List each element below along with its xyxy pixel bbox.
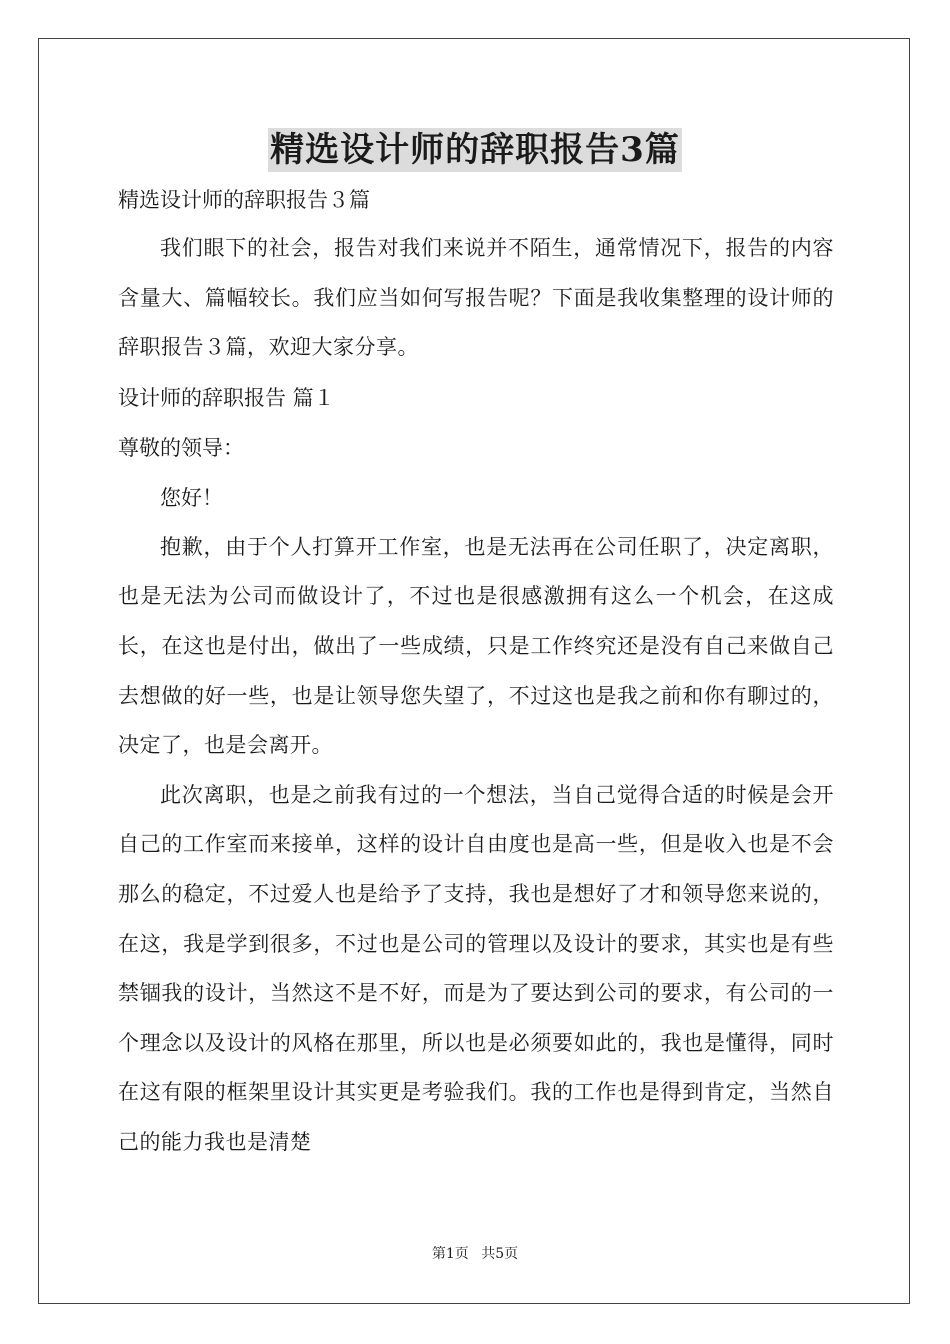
document-title: 精选设计师的辞职报告3篇 [270, 130, 680, 170]
page-footer [0, 1244, 950, 1264]
page-number: 第1页 [431, 1246, 469, 1262]
greeting: 您好！ [160, 485, 223, 510]
page-total: 共5页 [481, 1246, 519, 1262]
salutation: 尊敬的领导： [118, 435, 244, 460]
body-paragraph-1: 抱歉，由于个人打算开工作室，也是无法再在公司任职了，决定离职，也是无法为公司而做设计了，不过也是很感激拥有这么一个机会，在这成长，在这也是付出，做出了一些成绩，只是工作终究还是没有自己来做自己去想做的好一些，也是让领导您失望了，不过这也是我之前和你有聊过的，决定了，也是会离开。 [118, 534, 834, 758]
section-heading: 设计师的辞职报告 篇１ [118, 385, 335, 410]
intro-paragraph: 我们眼下的社会，报告对我们来说并不陌生，通常情况下，报告的内容含量大、篇幅较长。我们应当如何写报告呢？下面是我收集整理的设计师的辞职报告３篇，欢迎大家分享。 [118, 236, 834, 360]
title-container [0, 128, 950, 172]
document-subtitle: 精选设计师的辞职报告３篇 [118, 188, 370, 212]
body-paragraph-2: 此次离职，也是之前我有过的一个想法，当自己觉得合适的时候是会开自己的工作室而来接单，这样的设计自由度也是高一些，但是收入也是不会那么的稳定，不过爱人也是给予了支持，我也是想好了才和领导您来说的，在这，我是学到很多，不过也是公司的管理以及设计的要求，其实也是有些禁锢我的设计，当然这不是不好，而是为了要达到公司的要求，有公司的一个理念以及设计的风格在那里，所以也是必须要如此的，我也是懂得，同时在这有限的框架里设计其实更是考验我们。我的工作也是得到肯定，当然自己的能力我也是清楚 [118, 782, 834, 1154]
document-body [118, 180, 834, 1168]
